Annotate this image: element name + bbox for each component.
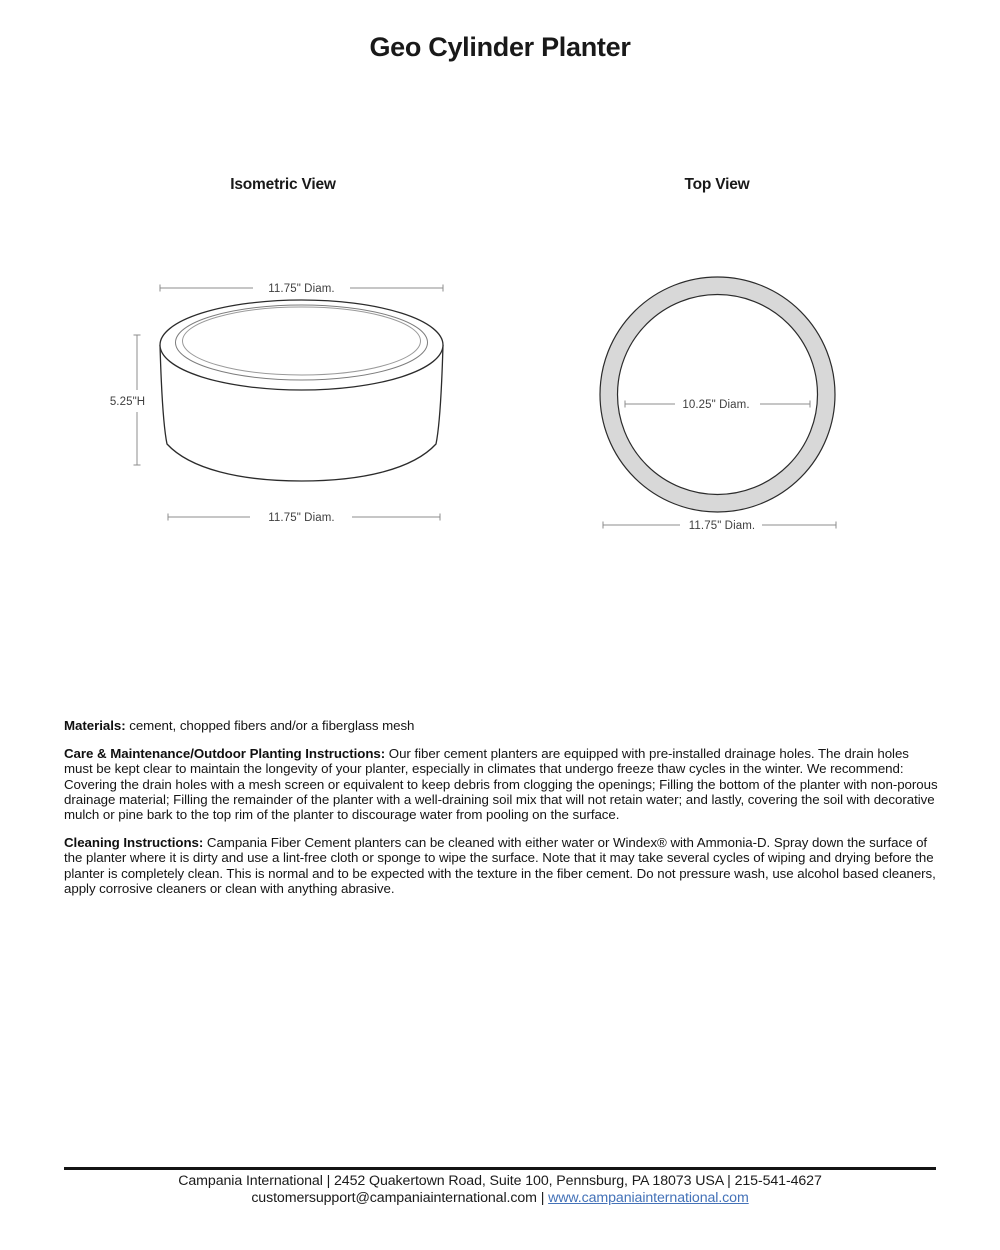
materials-paragraph (64, 718, 938, 733)
top-view-outer-dimension-label: 11.75" Diam. (688, 520, 756, 532)
isometric-height-dimension-label: 5.25"H (109, 396, 146, 408)
footer-separator: | (540, 1190, 545, 1206)
cleaning-body: Campania Fiber Cement planters can be cleaned with either water or Windex® with Ammonia-D. Spray down the surface of the planter where it is dirty and use a lint-free cloth or sponge to wipe the surface. Note that it may take several cycles of wiping and drying before the planter is completely clean. This is normal and to be expected with the texture in the fiber cement. Do not pressure wash, use alcohol based cleaners, apply corrosive cleaners or clean with anything abrasive. (64, 835, 936, 896)
care-maintenance-heading: Care & Maintenance/Outdoor Planting Instructions: (64, 746, 386, 762)
footer-divider (64, 1167, 936, 1170)
top-view-inner-dimension-label: 10.25" Diam. (682, 399, 750, 411)
instructions-text-block (64, 718, 938, 909)
footer-email: customersupport@campaniainternational.com (251, 1190, 537, 1206)
footer-website-link[interactable]: www.campaniainternational.com (548, 1190, 749, 1206)
isometric-view-drawing (95, 262, 465, 532)
materials-heading: Materials: (64, 718, 126, 733)
footer-contact-line (0, 1190, 1000, 1206)
footer-company-line: Campania International | 2452 Quakertown Road, Suite 100, Pennsburg, PA 18073 USA | 215-541-4627 (178, 1173, 822, 1189)
planter-inner-circle (618, 295, 818, 495)
cleaning-paragraph (64, 835, 938, 896)
cleaning-heading: Cleaning Instructions: (64, 835, 204, 851)
care-maintenance-paragraph (64, 746, 938, 822)
top-view-label: Top View (684, 176, 750, 193)
page-title: Geo Cylinder Planter (369, 32, 631, 62)
top-view-drawing (575, 262, 865, 542)
materials-body: cement, chopped fibers and/or a fiberglass mesh (125, 718, 415, 733)
care-maintenance-body: Our fiber cement planters are equipped with pre-installed drainage holes. The drain holes must be kept clear to maintain the longevity of your planter, especially in climates that undergo freeze thaw cycles in the winter. We recommend: Covering the drain holes with a mesh screen or equivalent to keep debris from clogging the openings; Filling the bottom of the planter with non-porous drainage material; Filling the remainder of the planter with a well-draining soil mix that will not retain water; and lastly, covering the soil with decorative mulch or pine bark to the top rim of the planter to discourage water from pooling on the surface. (64, 746, 938, 823)
isometric-bottom-dimension-label: 11.75" Diam. (268, 512, 335, 524)
cylinder-top-rim-outer (160, 300, 443, 390)
isometric-view-label: Isometric View (230, 176, 336, 193)
isometric-top-dimension-label: 11.75" Diam. (268, 283, 335, 295)
